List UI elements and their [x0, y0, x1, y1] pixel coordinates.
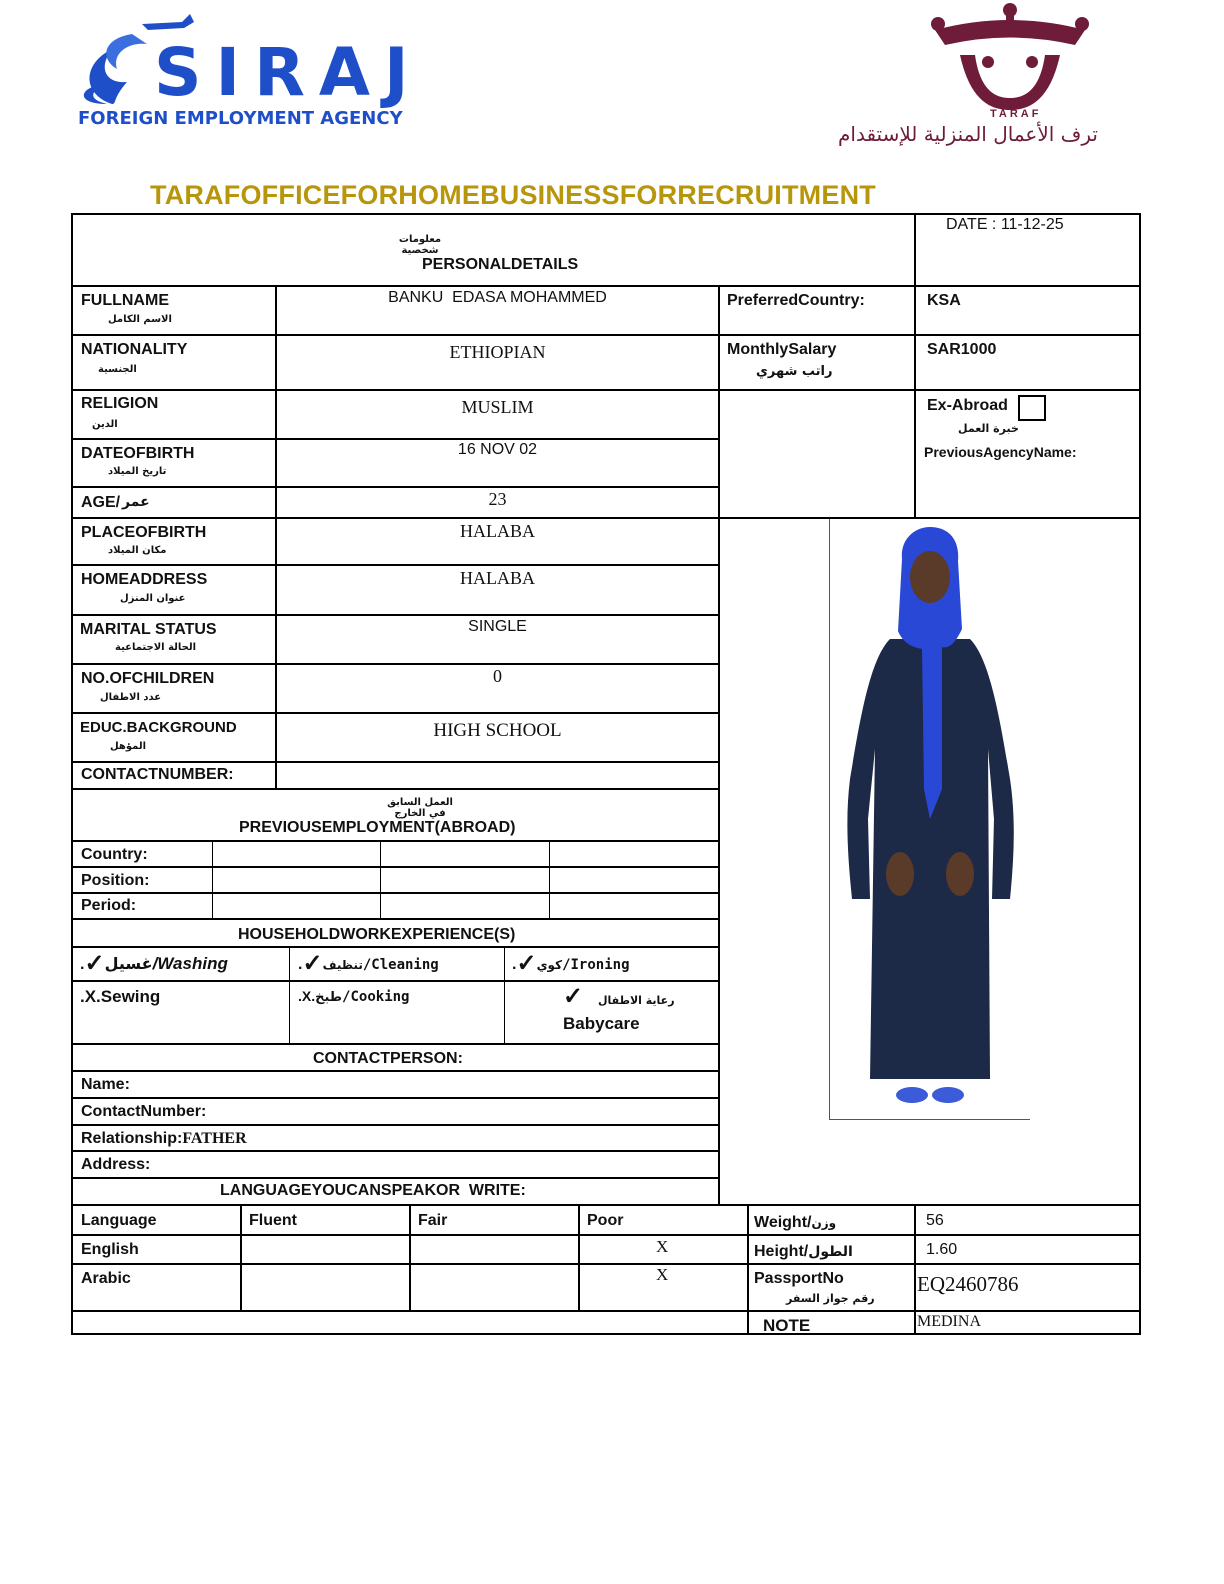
- skill-sewing-label: .X.Sewing: [80, 987, 161, 1006]
- lang-english-poor: X: [656, 1237, 669, 1256]
- label-preferred-country: PreferredCountry:: [727, 292, 865, 309]
- note-value: MEDINA: [917, 1313, 981, 1330]
- skill-cleaning-label: /Cleaning: [362, 957, 439, 973]
- label-home-address-arabic: عنوان المنزل: [120, 593, 186, 604]
- previous-employment-arabic: العمل السابق في الخارج: [387, 797, 453, 819]
- prev-country-label: Country:: [81, 846, 148, 863]
- passport-value: EQ2460786: [917, 1272, 1019, 1296]
- label-nationality-arabic: الجنسية: [98, 364, 137, 375]
- label-fullname-arabic: الاسم الكامل: [108, 314, 172, 325]
- label-contact-number: CONTACTNUMBER:: [81, 766, 234, 783]
- contact-person-heading: CONTACTPERSON:: [313, 1050, 463, 1067]
- label-ex-abroad: Ex-Abroad: [927, 397, 1008, 414]
- value-education: HIGH SCHOOL: [433, 720, 562, 741]
- prev-period-label: Period:: [81, 897, 137, 914]
- contact-number-label: ContactNumber:: [81, 1103, 207, 1120]
- value-fullname: BANKU EDASA MOHAMMED: [388, 289, 607, 306]
- skill-cooking-label: /Cooking: [342, 989, 410, 1005]
- value-religion: MUSLIM: [461, 397, 534, 417]
- height-label-group: [754, 1243, 853, 1261]
- skill-ironing: [512, 950, 630, 980]
- label-age: AGE/: [81, 494, 121, 511]
- lang-arabic-poor: X: [656, 1265, 669, 1284]
- value-age: 23: [488, 489, 507, 509]
- skill-washing-label: /Washing: [152, 954, 228, 973]
- label-place-of-birth-arabic: مكان الميلاد: [108, 545, 167, 556]
- label-age-arabic: عمر: [122, 494, 150, 510]
- label-children-arabic: عدد الاطفال: [100, 692, 162, 703]
- label-religion: RELIGION: [81, 395, 159, 412]
- page-title: TARAFOFFICEFORHOMEBUSINESSFORRECRUITMENT: [150, 180, 876, 210]
- value-monthly-salary: SAR1000: [927, 341, 997, 358]
- label-fullname: FULLNAME: [81, 292, 169, 309]
- check-icon: ✓: [516, 950, 537, 977]
- taraf-arabic-name: ترف الأعمال المنزلية للإستقدام: [838, 122, 1098, 146]
- taraf-logo: [820, 0, 1200, 150]
- label-marital-status-arabic: الحالة الاجتماعية: [115, 642, 197, 653]
- ex-abroad-checkbox[interactable]: [1018, 395, 1046, 421]
- label-ex-abroad-arabic: خبرة العمل: [958, 422, 1019, 435]
- passport-label-ar: رقم جواز السفر: [786, 1292, 875, 1305]
- lang-col-poor: Poor: [587, 1212, 624, 1229]
- person-photo-icon: [830, 519, 1030, 1119]
- contact-relationship-label: Relationship:: [81, 1130, 183, 1147]
- value-dob: 16 NOV 02: [457, 441, 538, 458]
- crown-icon: [820, 0, 1200, 120]
- previous-employment-heading: PREVIOUSEMPLOYMENT(ABROAD): [239, 819, 516, 836]
- label-education-arabic: المؤهل: [110, 741, 147, 752]
- label-religion-arabic: الدين: [92, 419, 118, 430]
- applicant-photo: [829, 519, 1030, 1120]
- skill-cleaning: [298, 950, 439, 980]
- label-children: NO.OFCHILDREN: [81, 670, 215, 687]
- lang-row-english: English: [81, 1241, 139, 1258]
- check-icon: ✓: [563, 983, 584, 1010]
- contact-address-label: Address:: [81, 1156, 151, 1173]
- lang-col-fair: Fair: [418, 1212, 448, 1229]
- languages-heading: LANGUAGEYOUCANSPEAKOR WRITE:: [220, 1182, 526, 1199]
- skill-ironing-label: /Ironing: [562, 957, 630, 973]
- height-label: Height/: [754, 1243, 809, 1260]
- skill-cooking: [298, 988, 409, 1006]
- household-heading: HOUSEHOLDWORKEXPERIENCE(S): [238, 926, 516, 943]
- label-dob-arabic: تاريخ الميلاد: [108, 466, 167, 477]
- check-icon: ✓: [84, 950, 105, 977]
- siraj-tagline: FOREIGN EMPLOYMENT AGENCY: [78, 108, 403, 129]
- skill-cooking-prefix: .X.: [298, 988, 316, 1004]
- weight-label: Weight/: [754, 1214, 812, 1231]
- label-previous-agency: PreviousAgencyName:: [924, 444, 1077, 460]
- contact-relationship-value: FATHER: [182, 1130, 247, 1147]
- weight-label-group: [754, 1214, 836, 1232]
- skill-washing-prefix: .: [80, 956, 85, 973]
- height-label-ar: الطول: [808, 1244, 853, 1260]
- siraj-logo: [72, 4, 423, 134]
- weight-label-ar: وزن: [811, 1216, 837, 1230]
- skill-ironing-ar: كوي: [536, 958, 563, 972]
- skill-cleaning-ar: تنظيف: [322, 958, 363, 972]
- value-marital-status: SINGLE: [468, 618, 527, 635]
- value-place-of-birth: HALABA: [460, 521, 535, 541]
- lang-row-arabic: Arabic: [81, 1270, 131, 1287]
- skill-ironing-prefix: .: [512, 956, 517, 973]
- label-education: EDUC.BACKGROUND: [80, 719, 237, 736]
- skill-washing-ar: غسيل: [104, 954, 153, 973]
- lang-col-fluent: Fluent: [249, 1212, 297, 1229]
- height-value: 1.60: [926, 1241, 958, 1258]
- lang-col-language: Language: [81, 1212, 157, 1229]
- label-monthly-salary-arabic: راتب شهري: [756, 364, 833, 379]
- value-home-address: HALABA: [460, 568, 535, 588]
- skill-cleaning-prefix: .: [298, 956, 303, 973]
- personal-details-heading: PERSONALDETAILS: [422, 256, 579, 273]
- label-nationality: NATIONALITY: [81, 341, 188, 358]
- label-monthly-salary: MonthlySalary: [727, 341, 837, 358]
- skill-babycare-ar: رعاية الاطفال: [598, 994, 675, 1007]
- personal-details-arabic: معلومات شخصية: [398, 234, 442, 256]
- contact-relationship: [81, 1130, 247, 1148]
- value-preferred-country: KSA: [927, 292, 961, 309]
- value-nationality: ETHIOPIAN: [449, 342, 546, 362]
- label-dob: DATEOFBIRTH: [81, 445, 195, 462]
- label-home-address: HOMEADDRESS: [81, 571, 208, 588]
- value-children: 0: [493, 666, 502, 686]
- skill-washing: [80, 950, 228, 980]
- passport-label: PassportNo: [754, 1270, 844, 1287]
- label-marital-status: MARITAL STATUS: [80, 621, 217, 638]
- label-place-of-birth: PLACEOFBIRTH: [81, 524, 207, 541]
- skill-cooking-ar: طبخ: [315, 990, 343, 1005]
- form-date: DATE : 11-12-25: [946, 216, 1064, 233]
- check-icon: ✓: [302, 950, 323, 977]
- note-label: NOTE: [763, 1316, 811, 1335]
- weight-value: 56: [926, 1212, 944, 1229]
- prev-position-label: Position:: [81, 872, 150, 889]
- taraf-wordmark: TARAF: [990, 108, 1042, 120]
- contact-name-label: Name:: [81, 1076, 130, 1093]
- siraj-wordmark: SIRAJ: [154, 34, 423, 111]
- skill-babycare-label: Babycare: [563, 1014, 640, 1033]
